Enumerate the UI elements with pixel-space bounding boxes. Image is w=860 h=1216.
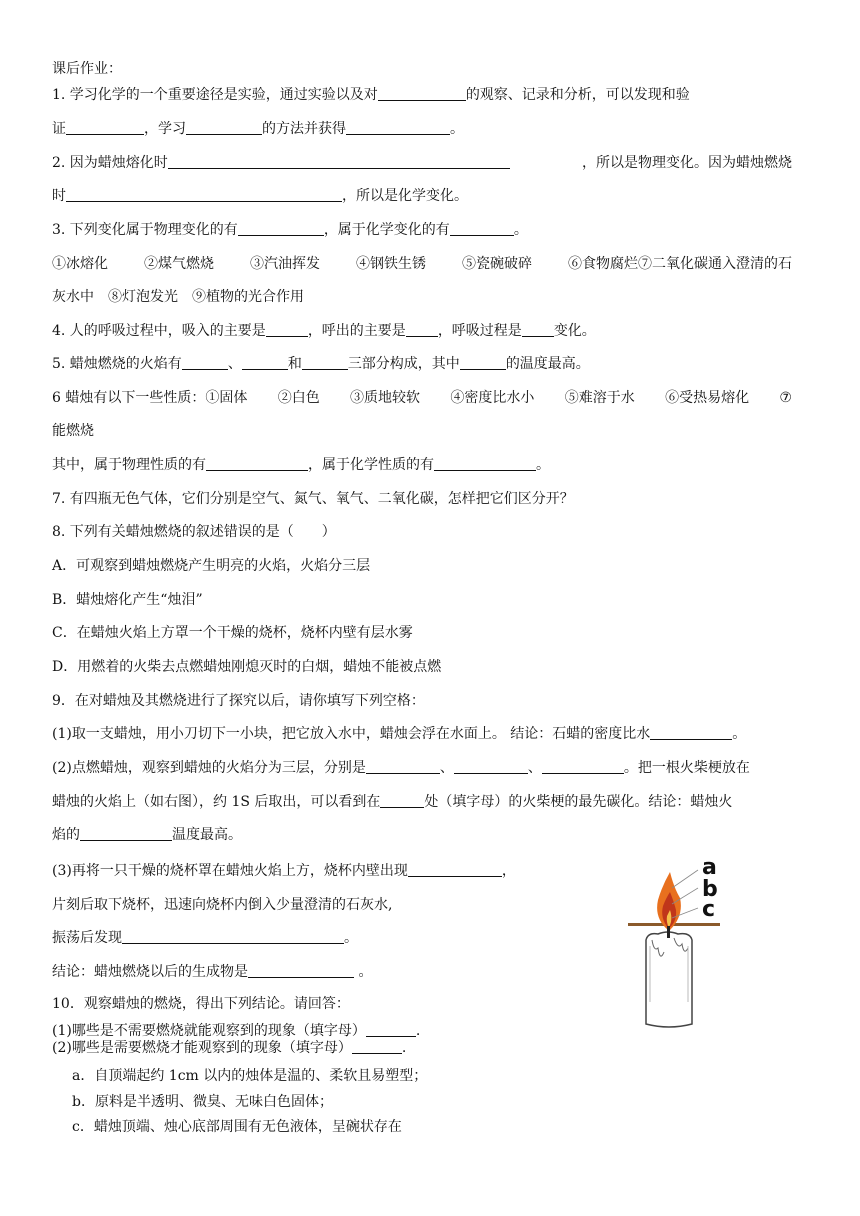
- q7-line: 7. 有四瓶无色气体，它们分别是空气、氮气、氧气、二氧化碳，怎样把它们区分开？: [52, 491, 574, 507]
- q5-line: 5. 蜡烛燃烧的火焰有 、 和 三部分构成，其中 的温度最高。: [52, 356, 590, 372]
- q9-part3-line2: 片刻后取下烧杯，迅速向烧杯内倒入少量澄清的石灰水,: [52, 897, 393, 913]
- q10-sub1: (1)哪些是不需要燃烧就能观察到的现象（填字母） .: [52, 1023, 421, 1039]
- q8-option-a: A．可观察到蜡烛燃烧产生明亮的火焰，火焰分三层: [52, 558, 371, 574]
- q9-part3-line1: (3)再将一只干燥的烧杯罩在蜡烛火焰上方，烧杯内壁出现 ，: [52, 863, 516, 879]
- homework-title: 课后作业：: [52, 61, 122, 77]
- q9-part2-line3: 焰的 温度最高。: [52, 827, 242, 843]
- candle-flame-figure: [608, 852, 738, 1032]
- q8-option-b: B．蜡烛熔化产生“烛泪”: [52, 592, 203, 608]
- q3-line1: 3. 下列变化属于物理变化的有 ，属于化学变化的有 。: [52, 222, 528, 238]
- q1-line1: 1. 学习化学的一个重要途径是实验，通过实验以及对 的观察、记录和分析，可以发现和验: [52, 87, 690, 103]
- q6-options-line: 6 蜡烛有以下一些性质：①固体 ②白色 ③质地较软 ④密度比水小 ⑤难溶于水 ⑥受热易熔化 ⑦: [52, 390, 792, 406]
- q2-line2: 时 ，所以是化学变化。: [52, 188, 468, 204]
- q10-item-c: c．蜡烛顶端、烛心底部周围有无色液体，呈碗状存在: [72, 1119, 402, 1135]
- label-b: b: [702, 877, 718, 902]
- q4-line: 4. 人的呼吸过程中，吸入的主要是 ，呼出的主要是 ，呼吸过程是 变化。: [52, 323, 596, 339]
- q8-option-c: C．在蜡烛火焰上方罩一个干燥的烧杯，烧杯内壁有层水雾: [52, 625, 413, 641]
- q10-sub2: (2)哪些是需要燃烧才能观察到的现象（填字母） .: [52, 1040, 407, 1056]
- q6-options-cont: 能燃烧: [52, 423, 94, 439]
- q9-part2-line1: (2)点燃蜡烛，观察到蜡烛的火焰分为三层，分别是 、 、 。把一根火柴梗放在: [52, 760, 750, 776]
- q8-option-d: D．用燃着的火柴去点燃蜡烛刚熄灭时的白烟，蜡烛不能被点燃: [52, 659, 442, 675]
- q1-line2: 证 ，学习 的方法并获得 。: [52, 121, 464, 137]
- q10-item-b: b．原料是半透明、微臭、无味白色固体；: [72, 1094, 333, 1110]
- q9-conclusion: 结论：蜡烛燃烧以后的生成物是 。: [52, 964, 373, 980]
- q6-line2: 其中，属于物理性质的有 ，属于化学性质的有 。: [52, 457, 550, 473]
- label-a: a: [702, 855, 717, 880]
- q9-stem: 9．在对蜡烛及其燃烧进行了探究以后，请你填写下列空格：: [52, 693, 425, 709]
- q10-item-a: a．自顶端起约 1cm 以内的烛体是温的、柔软且易塑型；: [72, 1068, 428, 1084]
- q9-part2-line2: 蜡烛的火焰上（如右图），约 1S 后取出，可以看到在 处（填字母）的火柴梗的最先碳化。结论：蜡烛火: [52, 794, 733, 810]
- q3-options-line1: ①冰熔化 ②煤气燃烧 ③汽油挥发 ④钢铁生锈 ⑤瓷碗破碎 ⑥食物腐烂⑦二氧化碳通入澄清的石: [52, 256, 792, 272]
- q9-part3-line3: 振荡后发现 。: [52, 930, 358, 946]
- q9-part1: (1)取一支蜡烛，用小刀切下一小块，把它放入水中，蜡烛会浮在水面上。 结论：石蜡的密度比水 。: [52, 726, 747, 742]
- label-c: c: [702, 897, 716, 922]
- q3-options-line2: 灰水中 ⑧灯泡发光 ⑨植物的光合作用: [52, 289, 304, 305]
- q8-stem: 8. 下列有关蜡烛燃烧的叙述错误的是（ ）: [52, 524, 336, 540]
- q2-line1: 2. 因为蜡烛熔化时 ，所以是物理变化。因为蜡烛燃烧: [52, 155, 792, 171]
- q10-stem: 10．观察蜡烛的燃烧，得出下列结论。请回答：: [52, 996, 350, 1012]
- candle-body: [646, 932, 692, 1027]
